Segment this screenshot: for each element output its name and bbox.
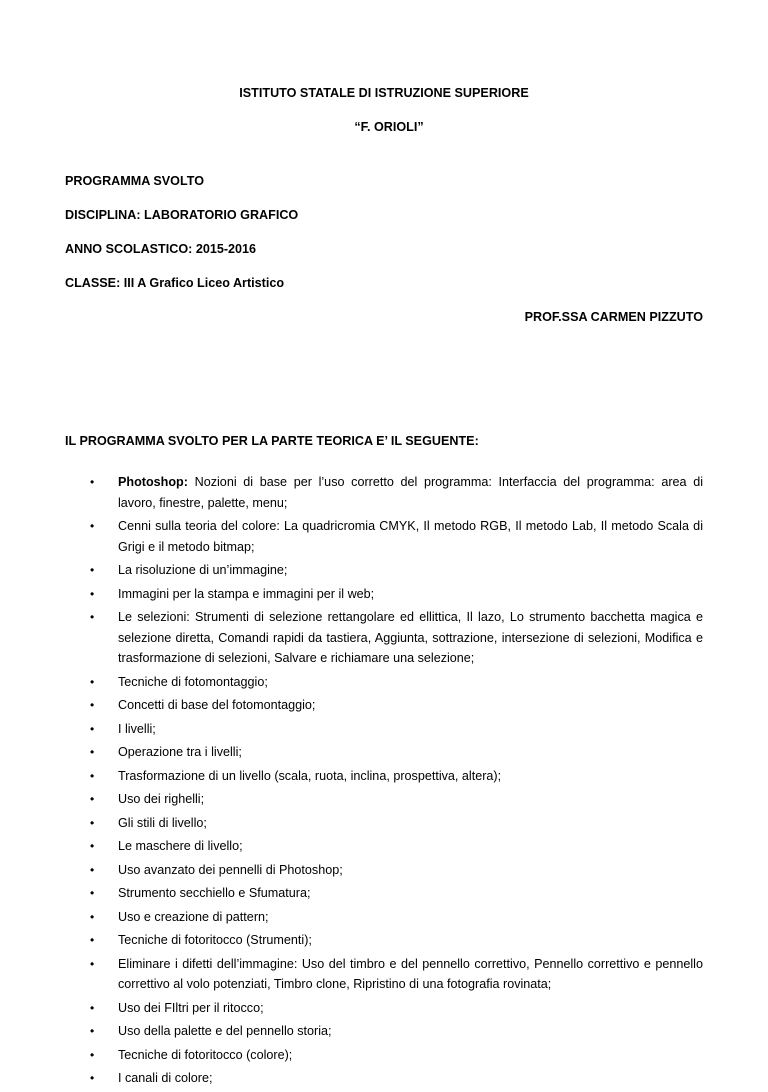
bullet-icon: • — [90, 563, 95, 577]
list-item — [90, 1045, 703, 1066]
list-item — [90, 907, 703, 928]
item-text: I livelli; — [118, 721, 156, 736]
item-text: Eliminare i difetti dell’immagine: Uso del timbro e del pennello correttivo, Pennello correttivo e pennello correttivo al volo potenziati, Timbro clone, Ripristino di una fotografia rovinata; — [118, 956, 703, 991]
item-text: Uso e creazione di pattern; — [118, 909, 269, 924]
bullet-icon: • — [90, 698, 95, 712]
bullet-icon: • — [90, 721, 95, 736]
item-text: Operazione tra i livelli; — [118, 745, 242, 759]
classe-label: CLASSE: III A Grafico Liceo Artistico — [65, 276, 285, 290]
bullet-icon: • — [90, 674, 95, 689]
bullet-icon: • — [90, 909, 95, 924]
list-item — [90, 836, 703, 857]
item-text: I canali di colore; — [118, 1071, 213, 1085]
item-text: Strumento secchiello e Sfumatura; — [118, 886, 311, 900]
item-text: Le selezioni: Strumenti di selezione rettangolare ed ellittica, Il lazo, Lo strumento bacchetta magica e selezione diretta, Comandi rapidi da tastiera, Aggiunta, sottrazione, intersezione di selezioni, Modifica e trasformazione di selezioni, Salvare e richiamare una selezione; — [118, 610, 703, 665]
program-list — [90, 472, 703, 1092]
item-text: Gli stili di livello; — [118, 815, 207, 830]
bullet-icon: • — [90, 933, 95, 947]
item-text: Le maschere di livello; — [118, 839, 243, 853]
item-text: Uso dei righelli; — [118, 792, 205, 806]
list-item — [90, 860, 703, 881]
list-item — [90, 516, 703, 557]
bullet-icon: • — [90, 1071, 95, 1085]
item-text: Concetti di base del fotomontaggio; — [118, 698, 316, 712]
list-item — [90, 472, 703, 513]
bullet-icon: • — [90, 1000, 95, 1015]
list-item — [90, 954, 703, 995]
list-item — [90, 930, 703, 951]
list-item — [90, 789, 703, 810]
disciplina-label: DISCIPLINA: LABORATORIO GRAFICO — [65, 208, 299, 222]
section-title: IL PROGRAMMA SVOLTO PER LA PARTE TEORICA E’ IL SEGUENTE: — [65, 434, 479, 448]
item-text: Uso della palette e del pennello storia; — [118, 1024, 332, 1038]
school-name: “F. ORIOLI” — [354, 120, 424, 134]
bullet-icon: • — [90, 610, 95, 624]
list-item — [90, 883, 703, 904]
item-text: Tecniche di fotomontaggio; — [118, 674, 268, 689]
institute-heading: ISTITUTO STATALE DI ISTRUZIONE SUPERIORE — [239, 86, 529, 100]
list-item — [90, 672, 703, 693]
item-text: Trasformazione di un livello (scala, ruota, inclina, prospettiva, altera); — [118, 768, 502, 783]
anno-scolastico-label: ANNO SCOLASTICO: 2015-2016 — [65, 242, 257, 256]
bullet-icon: • — [90, 862, 95, 877]
item-text: La risoluzione di un’immagine; — [118, 563, 288, 577]
bullet-icon: • — [90, 815, 95, 830]
bullet-icon: • — [90, 1024, 95, 1038]
professor-label: PROF.SSA CARMEN PIZZUTO — [524, 310, 703, 324]
bullet-icon: • — [90, 956, 95, 971]
bullet-icon: • — [90, 519, 95, 533]
item-text: Tecniche di fotoritocco (colore); — [118, 1047, 293, 1062]
item-text: Immagini per la stampa e immagini per il web; — [118, 586, 375, 601]
list-item — [90, 560, 703, 581]
bullet-icon: • — [90, 768, 95, 783]
list-item — [90, 584, 703, 605]
list-item — [90, 607, 703, 669]
bullet-icon: • — [90, 792, 95, 806]
item-text: Tecniche di fotoritocco (Strumenti); — [118, 933, 312, 947]
list-item — [90, 998, 703, 1019]
list-item — [90, 1068, 703, 1089]
list-item — [90, 742, 703, 763]
list-item — [90, 766, 703, 787]
item-text: Uso avanzato dei pennelli di Photoshop; — [118, 862, 343, 877]
bullet-icon: • — [90, 1047, 95, 1062]
item-text: Nozioni di base per l’uso corretto del programma: Interfaccia del programma: area di lavoro, finestre, palette, menu; — [118, 475, 703, 510]
bullet-icon: • — [90, 886, 95, 900]
bullet-icon: • — [90, 839, 95, 853]
list-item — [90, 813, 703, 834]
bullet-icon: • — [90, 586, 95, 601]
programma-label: PROGRAMMA SVOLTO — [65, 174, 204, 188]
item-text: Cenni sulla teoria del colore: La quadricromia CMYK, Il metodo RGB, Il metodo Lab, Il metodo Scala di Grigi e il metodo bitmap; — [118, 519, 703, 554]
bullet-icon: • — [90, 475, 95, 489]
bullet-icon: • — [90, 745, 95, 759]
list-item — [90, 695, 703, 716]
list-item — [90, 1021, 703, 1042]
list-item — [90, 719, 703, 740]
item-text: Uso dei FIltri per il ritocco; — [118, 1000, 264, 1015]
item-bold-label: Photoshop: — [118, 475, 188, 489]
